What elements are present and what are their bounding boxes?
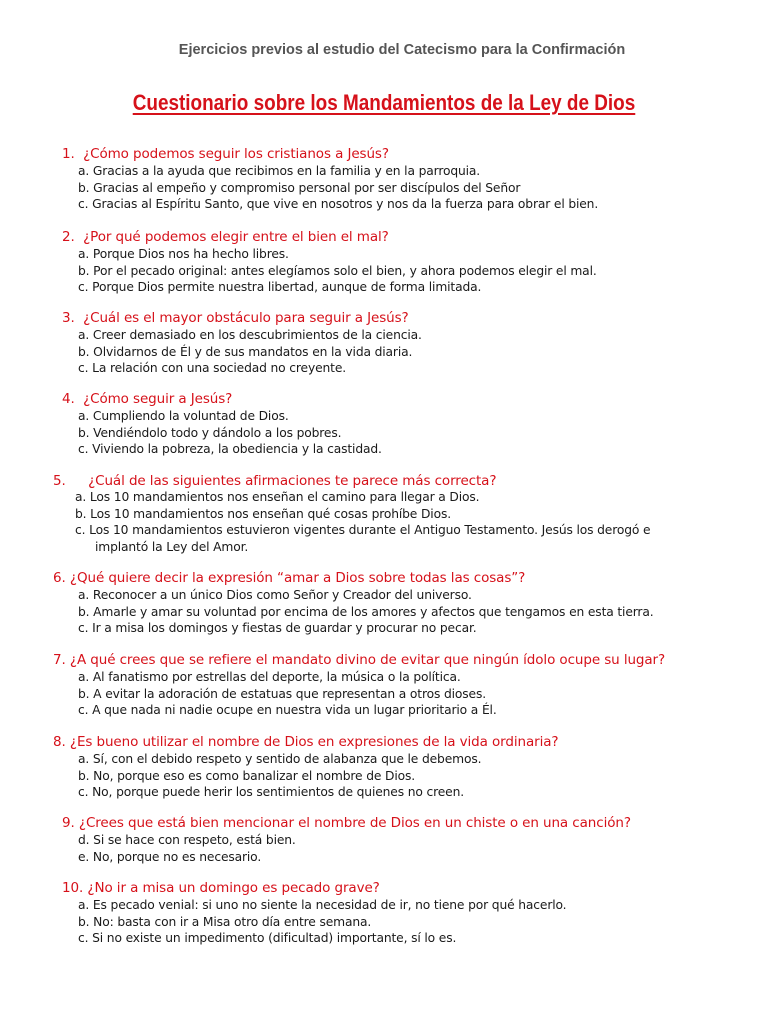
question-number: 3. (62, 310, 75, 326)
question-text: ¿Qué quiere decir la expresión “amar a Dios sobre todas las cosas”? (69, 570, 526, 586)
answer-option: b. Olvidarnos de Él y de sus mandatos en la vida diaria. (78, 344, 413, 359)
answer-option: c. La relación con una sociedad no creyente. (78, 361, 346, 375)
answer-option: implantó la Ley del Amor. (95, 539, 249, 554)
answer-option: c. Porque Dios permite nuestra libertad, aunque de forma limitada. (78, 280, 482, 294)
question-text: ¿Crees que está bien mencionar el nombre de Dios en un chiste o en una canción? (78, 815, 631, 831)
answer-option: b. Amarle y amar su voluntad por encima de los amores y afectos que tengamos en esta tierra. (78, 604, 654, 619)
question-9 (62, 815, 631, 831)
question-1 (62, 146, 389, 162)
question-5 (53, 473, 496, 489)
answer-option: c. No, porque puede herir los sentimientos de quienes no creen. (78, 785, 464, 799)
question-number: 7. (53, 652, 66, 668)
answer-option: c. Si no existe un impedimento (dificultad) importante, sí lo es. (78, 931, 457, 945)
question-3 (62, 310, 409, 326)
answer-option: c. Los 10 mandamientos estuvieron vigentes durante el Antiguo Testamento. Jesús los derogó e (75, 523, 651, 537)
question-text: ¿Cuál de las siguientes afirmaciones te parece más correcta? (88, 473, 497, 489)
document-subtitle: Ejercicios previos al estudio del Catecismo para la Confirmación (178, 42, 626, 58)
question-text: ¿Cómo podemos seguir los cristianos a Jesús? (83, 146, 389, 162)
answer-option: d. Si se hace con respeto, está bien. (78, 833, 296, 847)
question-number: 5. (53, 473, 66, 489)
question-text: ¿Es bueno utilizar el nombre de Dios en expresiones de la vida ordinaria? (69, 734, 559, 750)
answer-option: b. No, porque eso es como banalizar el nombre de Dios. (78, 768, 415, 783)
question-text: ¿A qué crees que se refiere el mandato divino de evitar que ningún ídolo ocupe su lugar? (69, 652, 666, 668)
question-number: 8. (53, 734, 66, 750)
answer-option: b. Los 10 mandamientos nos enseñan qué cosas prohíbe Dios. (75, 506, 451, 521)
question-10 (62, 880, 380, 896)
answer-option: a. Al fanatismo por estrellas del deporte, la música o la política. (78, 670, 461, 684)
question-text: ¿Por qué podemos elegir entre el bien el mal? (83, 229, 389, 245)
answer-option: b. Vendiéndolo todo y dándolo a los pobres. (78, 425, 342, 440)
answer-option: a. Es pecado venial: si uno no siente la necesidad de ir, no tiene por qué hacerlo. (78, 898, 567, 912)
answer-option: a. Sí, con el debido respeto y sentido de alabanza que le debemos. (78, 752, 482, 766)
answer-option: e. No, porque no es necesario. (78, 849, 262, 864)
answer-option: b. No: basta con ir a Misa otro día entre semana. (78, 914, 372, 929)
question-text: ¿No ir a misa un domingo es pecado grave? (87, 880, 380, 896)
question-2 (62, 229, 389, 245)
question-text: ¿Cuál es el mayor obstáculo para seguir a Jesús? (83, 310, 409, 326)
answer-option: c. Ir a misa los domingos y fiestas de guardar y procurar no pecar. (78, 621, 477, 635)
question-4 (62, 391, 232, 407)
answer-option: b. Gracias al empeño y compromiso personal por ser discípulos del Señor (78, 180, 521, 195)
question-6 (53, 570, 525, 586)
answer-option: c. Viviendo la pobreza, la obediencia y la castidad. (78, 442, 382, 456)
question-number: 9. (62, 815, 75, 831)
answer-option: a. Cumpliendo la voluntad de Dios. (78, 409, 289, 423)
answer-option: b. Por el pecado original: antes elegíamos solo el bien, y ahora podemos elegir el mal. (78, 263, 597, 278)
question-number: 10. (62, 880, 84, 896)
answer-option: a. Reconocer a un único Dios como Señor y Creador del universo. (78, 588, 472, 602)
question-text: ¿Cómo seguir a Jesús? (83, 391, 233, 407)
answer-option: a. Porque Dios nos ha hecho libres. (78, 247, 289, 261)
answer-option: c. Gracias al Espíritu Santo, que vive en nosotros y nos da la fuerza para obrar el bien. (78, 197, 599, 211)
answer-option: b. A evitar la adoración de estatuas que representan a otros dioses. (78, 686, 486, 701)
answer-option: a. Gracias a la ayuda que recibimos en la familia y en la parroquia. (78, 164, 481, 178)
question-number: 6. (53, 570, 66, 586)
document-title: Cuestionario sobre los Mandamientos de la Ley de Dios (132, 90, 636, 115)
question-number: 4. (62, 391, 75, 407)
answer-option: a. Creer demasiado en los descubrimientos de la ciencia. (78, 328, 422, 342)
answer-option: c. A que nada ni nadie ocupe en nuestra vida un lugar prioritario a Él. (78, 703, 497, 717)
question-8 (53, 734, 558, 750)
question-number: 2. (62, 229, 75, 245)
question-7 (53, 652, 665, 668)
question-number: 1. (62, 146, 75, 162)
answer-option: a. Los 10 mandamientos nos enseñan el camino para llegar a Dios. (75, 490, 480, 504)
